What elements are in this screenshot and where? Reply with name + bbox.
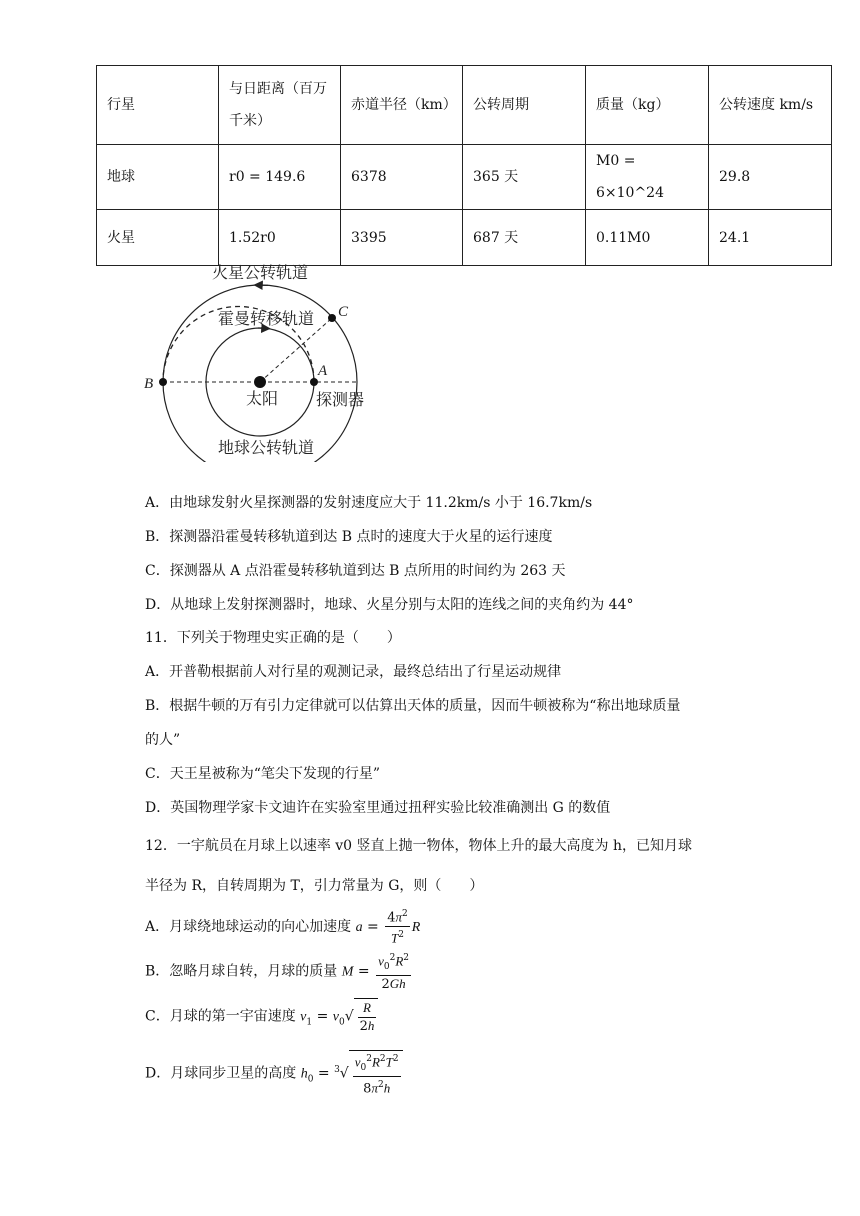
probe-label: 探测器 [316,390,365,409]
cell-distance: r0 = 149.6 [219,145,341,210]
cell-speed: 24.1 [709,210,832,266]
table-row [97,145,832,210]
sun-dot [254,376,266,388]
q11-stem: 11．下列关于物理史实正确的是（ ） [145,630,401,646]
q10-option-b: B．探测器沿霍曼转移轨道到达 B 点时的速度大于火星的运行速度 [145,529,553,545]
cell-radius: 6378 [341,145,463,210]
cell-name: 地球 [97,145,219,210]
cell-speed: 29.8 [709,145,832,210]
cell-radius: 3395 [341,210,463,266]
q12-stem-line1: 12．一宇航员在月球上以速率 v0 竖直上抛一物体，物体上升的最大高度为 h，已知月球 [145,838,692,854]
q11-option-c: C．天王星被称为“笔尖下发现的行星” [145,766,381,782]
cell-period: 687 天 [463,210,586,266]
header-distance: 与日距离（百万千米） [219,66,341,145]
cell-period: 365 天 [463,145,586,210]
point-a-label: A [318,363,328,379]
q12-option-c: C．月球的第一宇宙速度 $v_1 = v_0√$ $\frac{R}{2h}$ [145,998,378,1040]
header-radius: 赤道半径（km） [341,66,463,145]
mars-orbit-label: 火星公转轨道 [212,263,309,282]
q11-option-a: A．开普勒根据前人对行星的观测记录，最终总结出了行星运动规律 [145,664,562,680]
point-b-label: B [144,376,154,392]
point-b-dot [159,378,167,386]
q12-option-c-text: C．月球的第一宇宙速度 [145,1008,296,1025]
table-header-row [97,66,832,145]
earth-orbit-label: 地球公转轨道 [218,438,315,457]
cell-name: 火星 [97,210,219,266]
q12-option-d: D．月球同步卫星的高度 $h_0 = ^3√$ $\frac{v_0^2R^2T^2}{8\pi^2h}$ [145,1050,403,1099]
q12-stem-line2: 半径为 R，自转周期为 T，引力常量为 G，则（ ） [145,878,484,894]
cell-distance: 1.52r0 [219,210,341,266]
header-period: 公转周期 [463,66,586,145]
orbit-diagram [140,262,380,462]
table-row [97,210,832,266]
hohmann-label: 霍曼转移轨道 [218,309,315,328]
q11-option-b: B．根据牛顿的万有引力定律就可以估算出天体的质量，因而牛顿被称为“称出地球质量 [145,698,681,714]
sun-label: 太阳 [246,389,279,408]
q12-option-a: A．月球绕地球运动的向心加速度 a = $\frac{4\pi^2}{T^2}$ R [145,906,420,948]
q10-option-a: A．由地球发射火星探测器的发射速度应大于 11.2km/s 小于 16.7km/s [145,495,593,511]
cell-mass: 0.11M0 [586,210,709,266]
q12-option-b-text: B．忽略月球自转，月球的质量 [145,963,338,980]
header-speed: 公转速度 km/s [709,66,832,145]
q11-option-b-cont: 的人” [145,732,181,748]
point-a-dot [310,378,318,386]
header-mass: 质量（kg） [586,66,709,145]
planet-data-table [96,65,832,266]
q10-option-d: D．从地球上发射探测器时，地球、火星分别与太阳的连线之间的夹角约为 44° [145,597,634,613]
point-c-dot [328,314,336,322]
point-c-label: C [338,304,349,320]
q12-option-d-text: D．月球同步卫星的高度 [145,1065,297,1082]
q12-option-b: B．忽略月球自转，月球的质量 M = $\frac{v_0^2R^2}{2Gh}$ [145,950,413,993]
q12-option-a-text: A．月球绕地球运动的向心加速度 [145,918,352,935]
cell-mass: M0 = 6×10^24 [586,145,709,210]
q11-option-d: D．英国物理学家卡文迪许在实验室里通过扭秤实验比较准确测出 G 的数值 [145,800,611,816]
header-planet: 行星 [97,66,219,145]
q10-option-c: C．探测器从 A 点沿霍曼转移轨道到达 B 点所用的时间约为 263 天 [145,563,566,579]
